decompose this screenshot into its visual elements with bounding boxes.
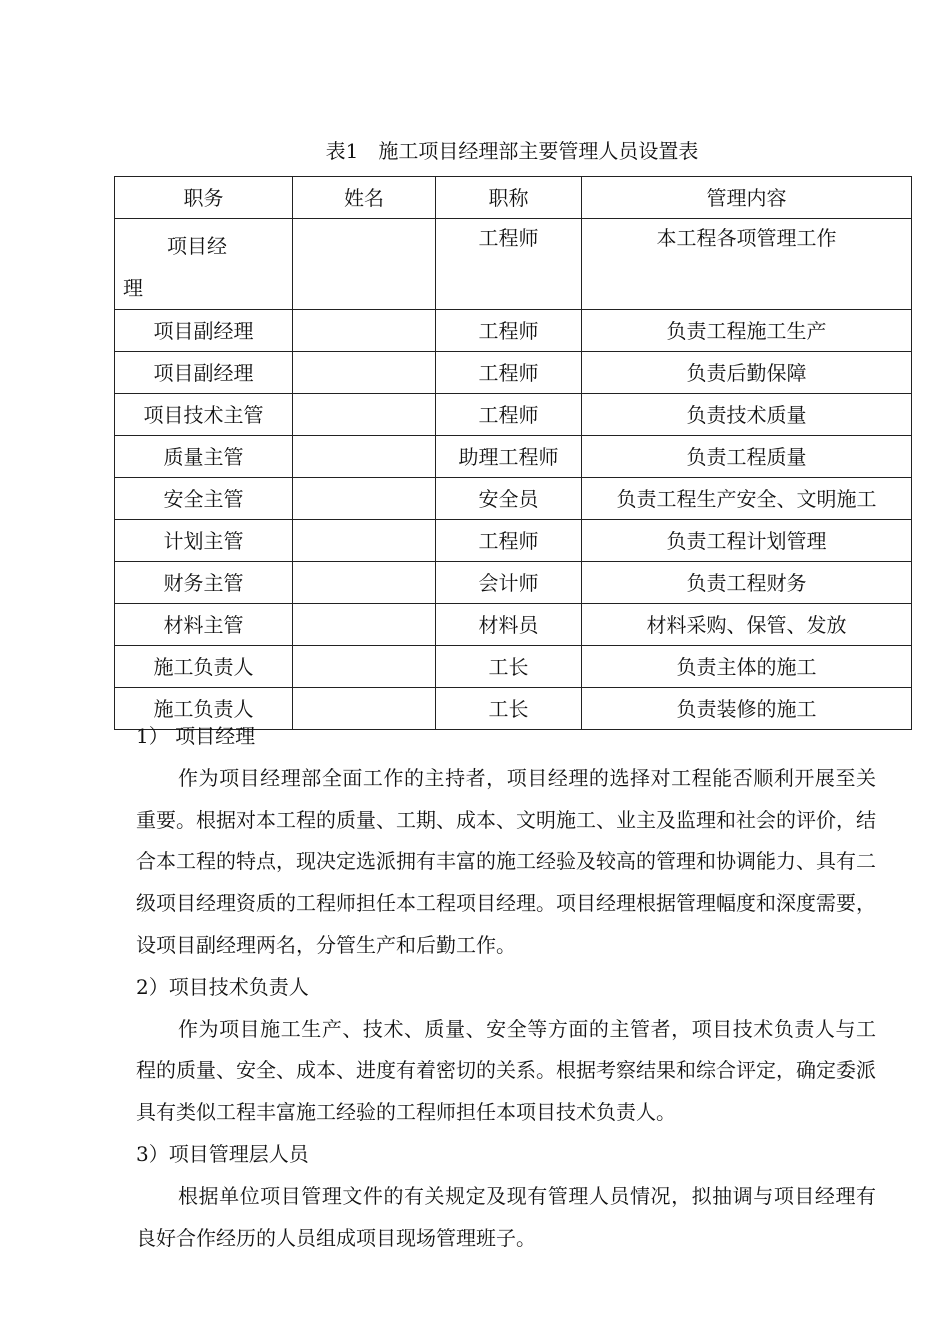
- section-paragraph: 根据单位项目管理文件的有关规定及现有管理人员情况，拟抽调与项目经理有良好合作经历的人员组成项目现场管理班子。: [136, 1183, 876, 1250]
- table-caption: 表1 施工项目经理部主要管理人员设置表: [325, 139, 699, 163]
- title-cell: 助理工程师: [436, 436, 582, 478]
- section-heading: 1） 项目经理: [136, 724, 256, 748]
- duty-cell: 本工程各项管理工作: [582, 219, 912, 310]
- role-cell: 项目副经理: [115, 310, 293, 352]
- title-cell: 工程师: [436, 352, 582, 394]
- table-row: [115, 394, 912, 436]
- role-cell: 安全主管: [115, 478, 293, 520]
- table-row: [115, 646, 912, 688]
- header-cell: 姓名: [293, 177, 436, 219]
- body-text: [136, 716, 876, 1259]
- section-paragraph: 作为项目经理部全面工作的主持者，项目经理的选择对工程能否顺利开展至关重要。根据对本工程的质量、工期、成本、文明施工、业主及监理和社会的评价，结合本工程的特点，现决定选派拥有丰富的施工经验及较高的管理和协调能力、具有二级项目经理资质的工程师担任本工程项目经理。项目经理根据管理幅度和深度需要，设项目副经理两名，分管生产和后勤工作。: [136, 765, 876, 957]
- name-cell: [293, 562, 436, 604]
- role-cell: 施工负责人: [115, 646, 293, 688]
- role-cell: 项目副经理: [115, 352, 293, 394]
- duty-cell: 负责主体的施工: [582, 646, 912, 688]
- table-row: [115, 219, 912, 310]
- name-cell: [293, 604, 436, 646]
- name-cell: [293, 520, 436, 562]
- name-cell: [293, 436, 436, 478]
- duty-cell: 材料采购、保管、发放: [582, 604, 912, 646]
- section-heading: 3）项目管理层人员: [136, 1141, 309, 1166]
- role-cell: 项目技术主管: [115, 394, 293, 436]
- role-cell: 计划主管: [115, 520, 293, 562]
- role-cell: 施工负责人: [115, 688, 293, 730]
- duty-cell: 负责工程施工生产: [582, 310, 912, 352]
- table-row: [115, 436, 912, 478]
- table-row: [115, 478, 912, 520]
- title-cell: 工程师: [436, 219, 582, 310]
- duty-cell: 负责后勤保障: [582, 352, 912, 394]
- title-cell: 材料员: [436, 604, 582, 646]
- header-cell: 管理内容: [582, 177, 912, 219]
- role-cell: 材料主管: [115, 604, 293, 646]
- name-cell: [293, 394, 436, 436]
- role-cell: 财务主管: [115, 562, 293, 604]
- table-row: [115, 310, 912, 352]
- role-cell: [115, 219, 293, 310]
- name-cell: [293, 646, 436, 688]
- header-cell: 职务: [115, 177, 293, 219]
- name-cell: [293, 352, 436, 394]
- duty-cell: 负责装修的施工: [582, 688, 912, 730]
- role-line: 项目经: [167, 234, 227, 258]
- table-row: [115, 352, 912, 394]
- name-cell: [293, 478, 436, 520]
- title-cell: 工程师: [436, 520, 582, 562]
- duty-cell: 负责工程财务: [582, 562, 912, 604]
- table-row: [115, 562, 912, 604]
- title-cell: 工长: [436, 688, 582, 730]
- title-cell: 工长: [436, 646, 582, 688]
- title-cell: 工程师: [436, 310, 582, 352]
- section-paragraph: 作为项目施工生产、技术、质量、安全等方面的主管者，项目技术负责人与工程的质量、安全、成本、进度有着密切的关系。根据考察结果和综合评定，确定委派具有类似工程丰富施工经验的工程师担任本项目技术负责人。: [136, 1016, 876, 1125]
- title-cell: 会计师: [436, 562, 582, 604]
- title-cell: 安全员: [436, 478, 582, 520]
- header-cell: 职称: [436, 177, 582, 219]
- name-cell: [293, 219, 436, 310]
- table-row: [115, 604, 912, 646]
- staff-table: [114, 176, 912, 730]
- role-cell: 质量主管: [115, 436, 293, 478]
- name-cell: [293, 310, 436, 352]
- duty-cell: 负责技术质量: [582, 394, 912, 436]
- table-header-row: [115, 177, 912, 219]
- role-line: 理: [123, 276, 143, 300]
- duty-cell: 负责工程生产安全、文明施工: [582, 478, 912, 520]
- table-row: [115, 520, 912, 562]
- duty-cell: 负责工程计划管理: [582, 520, 912, 562]
- section-heading: 2）项目技术负责人: [136, 974, 309, 999]
- duty-cell: 负责工程质量: [582, 436, 912, 478]
- title-cell: 工程师: [436, 394, 582, 436]
